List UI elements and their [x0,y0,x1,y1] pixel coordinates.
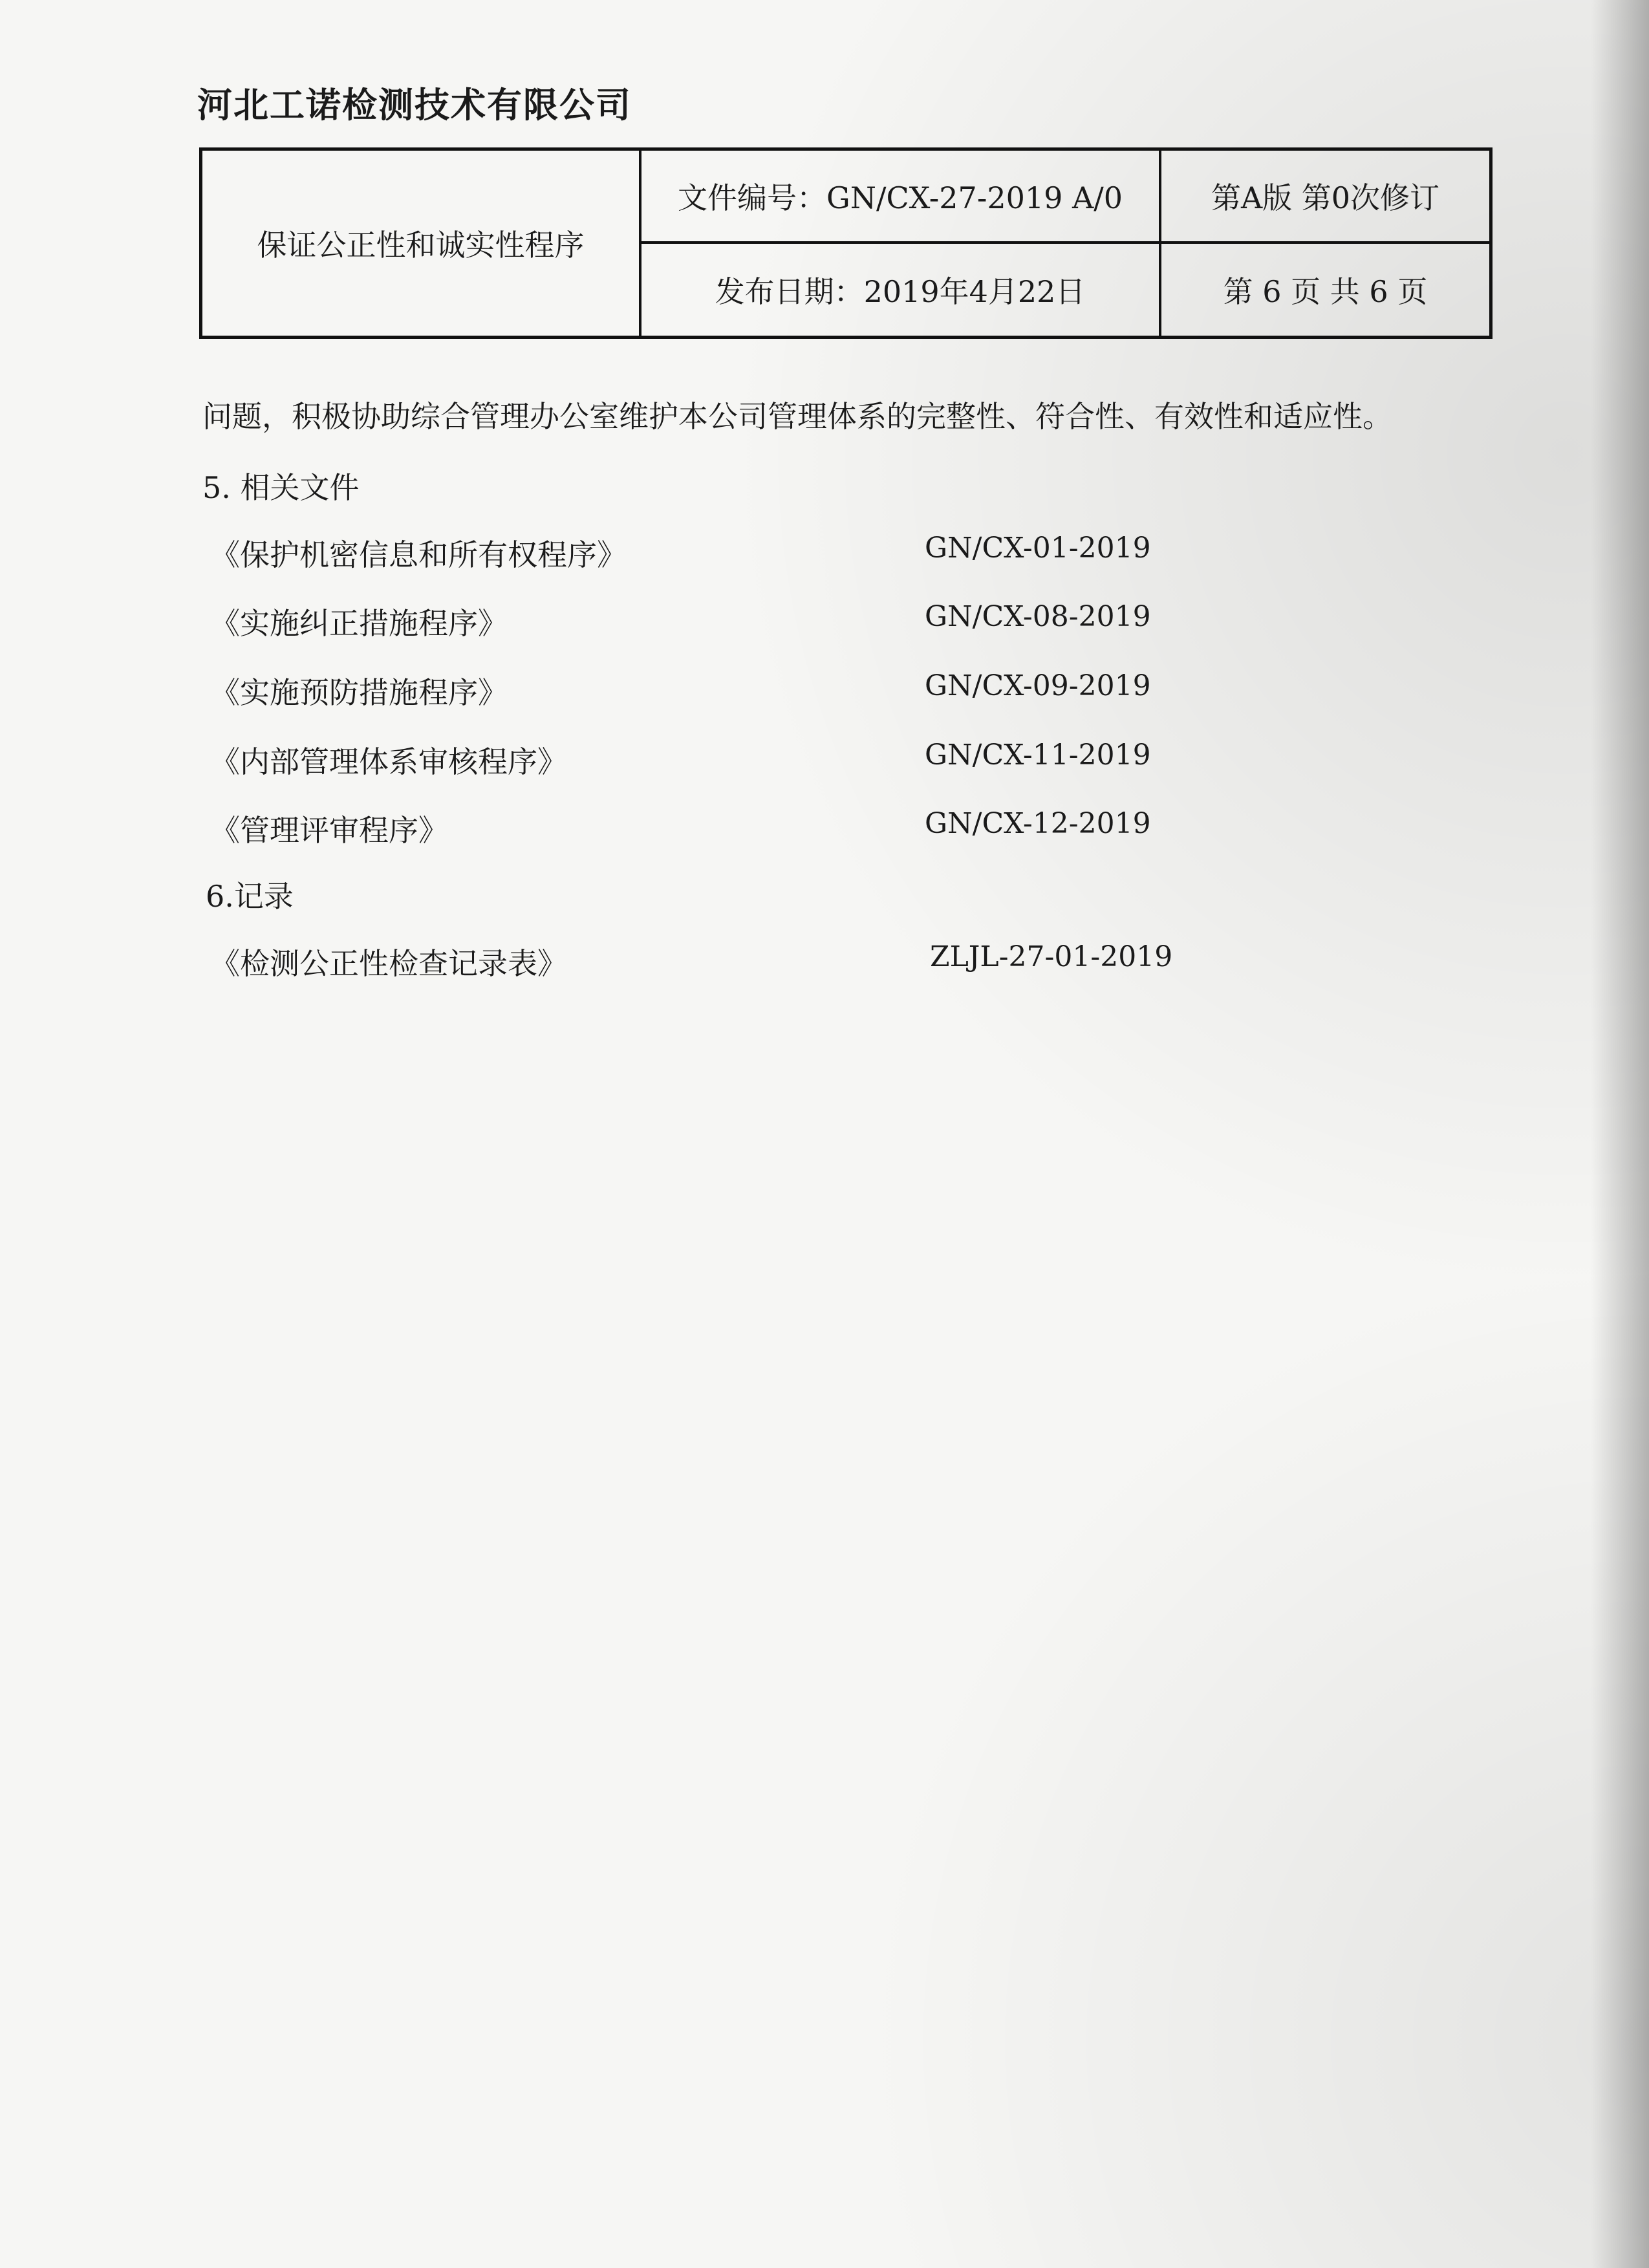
related-doc-name: 《管理评审程序》 [210,813,448,848]
record-name: 《检测公正性检查记录表》 [210,946,567,981]
record-code: ZLJL-27-01-2019 [930,940,1173,973]
related-doc-name: 《实施预防措施程序》 [210,675,508,710]
related-doc-code: GN/CX-09-2019 [925,669,1151,702]
procedure-title: 保证公正性和诚实性程序 [202,151,641,336]
edition-revision: 第A版 第0次修订 [1161,151,1489,244]
related-doc-code: GN/CX-12-2019 [925,807,1151,840]
related-doc-name: 《保护机密信息和所有权程序》 [210,537,627,572]
doc-number: 文件编号：GN/CX-27-2019 A/0 [641,151,1161,244]
page-info: 第 6 页 共 6 页 [1223,274,1428,309]
related-doc-code: GN/CX-01-2019 [925,532,1151,565]
section-6-heading: 6.记录 [206,879,294,914]
related-doc-name: 《实施纠正措施程序》 [210,606,508,641]
related-doc-code: GN/CX-11-2019 [925,739,1151,772]
scan-edge-shadow [1591,0,1649,2268]
related-doc-name: 《内部管理体系审核程序》 [210,744,567,779]
issue-date: 发布日期：2019年4月22日 [641,244,1161,336]
company-name: 河北工诺检测技术有限公司 [197,85,632,125]
related-doc-code: GN/CX-08-2019 [925,600,1151,633]
section-5-heading: 5. 相关文件 [202,470,360,505]
continuation-paragraph: 问题，积极协助综合管理办公室维护本公司管理体系的完整性、符合性、有效性和适应性。 [202,399,1392,434]
document-header-table [199,147,1493,339]
